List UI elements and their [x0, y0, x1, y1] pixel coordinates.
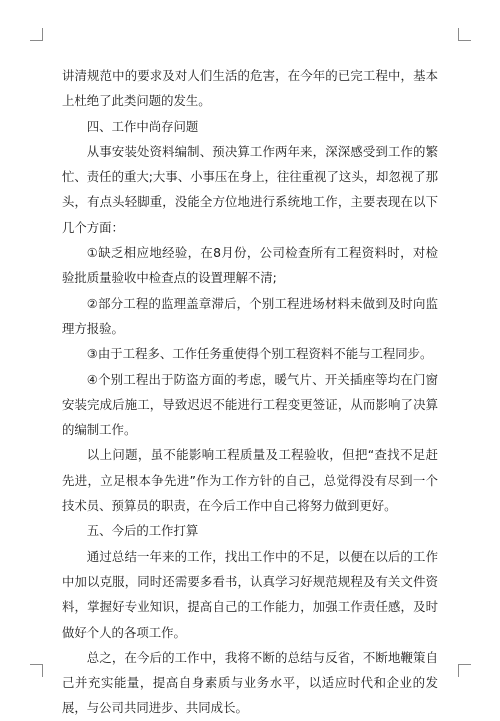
document-body [62, 63, 438, 721]
crop-mark-top-left [30, 28, 43, 41]
crop-mark-top-right [458, 28, 471, 41]
paragraph-plans: 通过总结一年来的工作，找出工作中的不足，以便在以后的工作中加以克服，同时还需要多看书，认真学习好规范规程及有关文件资料，掌握好专业知识，提高自己的工作能力，加强工作责任感，及时做好个人的各项工作。 [62, 548, 438, 640]
list-item-issue-1: ①缺乏相应地经验，在8月份，公司检查所有工程资料时，对检验批质量验收中检查点的设置理解不清; [62, 245, 438, 286]
paragraph-issues-summary: 以上问题，虽不能影响工程质量及工程验收，但把“查找不足赶先进，立足根本争先进”作为工作方针的自己，总觉得没有尽到一个技术员、预算员的职责，在今后工作中自己将努力做到更好。 [62, 447, 438, 514]
crop-mark-bottom-right [458, 664, 471, 677]
list-item-issue-2: ②部分工程的监理盖章滞后，个别工程进场材料未做到及时向监理方报验。 [62, 295, 438, 336]
paragraph-continuation: 讲清规范中的要求及对人们生活的危害，在今年的已完工程中，基本上杜绝了此类问题的发生。 [62, 68, 438, 109]
list-item-issue-4: ④个别工程出于防盗方面的考虑，暖气片、开关插座等均在门窗安装完成后施工，导致迟迟不能进行工程变更签证，从而影响了决算的编制工作。 [62, 371, 438, 438]
crop-mark-bottom-left [30, 664, 43, 677]
section-heading-issues: 四、工作中尚存问题 [86, 118, 199, 134]
paragraph-issues-intro: 从事安装处资料编制、预决算工作两年来，深深感受到工作的繁忙、责任的重大;大事、小事压在身上，往往重视了这头，却忽视了那头，有点头轻脚重，没能全方位地进行系统地工作，主要表现在以下几个方面： [62, 143, 438, 235]
section-heading-plans: 五、今后的工作打算 [86, 523, 199, 539]
paragraph-conclusion: 总之，在今后的工作中，我将不断的总结与反省，不断地鞭策自己并充实能量，提高自身素质与业务水平，以适应时代和企业的发展，与公司共同进步、共同成长。 [62, 649, 438, 716]
list-item-issue-3: ③由于工程多、工作任务重使得个别工程资料不能与工程同步。 [86, 346, 433, 362]
